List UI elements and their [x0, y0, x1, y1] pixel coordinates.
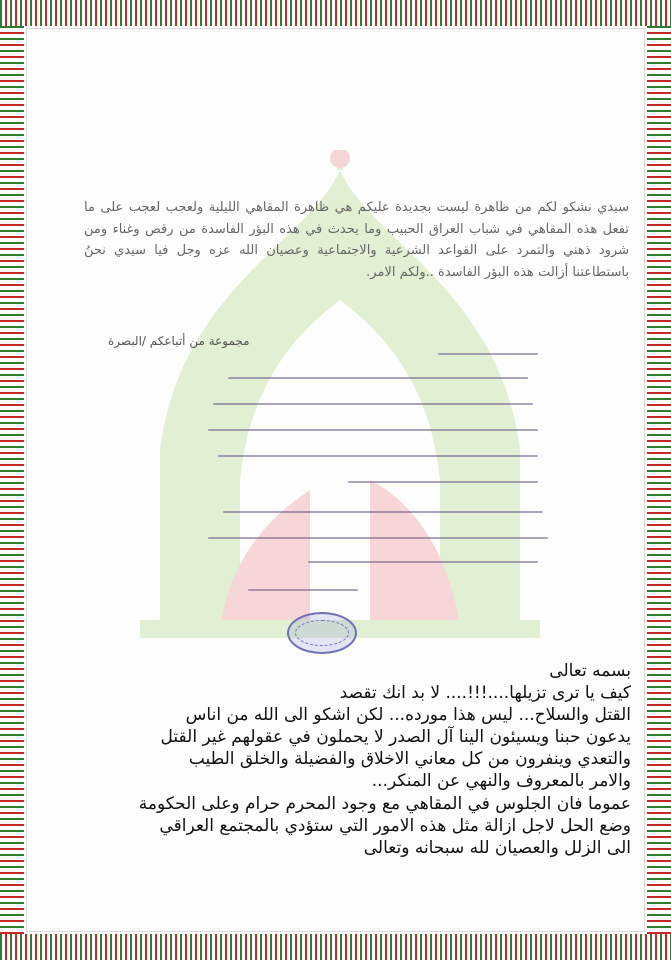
handwritten-date [248, 583, 358, 597]
transcription-line: والامر بالمعروف والنهي عن المنكر... [371, 771, 631, 791]
transcription-line: كيف يا ترى تزيلها....!!!.... لا بد انك تقصد [339, 683, 631, 703]
transcription-line: والتعدي وينفرون من كل معاني الاخلاق والفضيلة والخلق الطيب [188, 749, 631, 769]
transcription-line: يدعون حبنا ويسيئون الينا آل الصدر لا يحملون في عقولهم غير القتل [160, 727, 631, 747]
handwritten-reply [208, 345, 548, 575]
transcription-line: عموما فان الجلوس في المقاهي مع وجود المحرم حرام وعلى الحكومة [138, 794, 631, 814]
office-seal-stamp [287, 612, 357, 654]
letter-signature: مجموعة من أتباعكم /البصرة [108, 334, 250, 348]
letter-body: سيدي نشكو لكم من ظاهرة ليست بجديدة عليكم هي ظاهرة المقاهي الليلية ولعجب لعجب على ما تفعل هذه المقاهي في شباب العراق الحبيب وما يحدث في هذه البؤر الفاسدة من رقص وغناء ومن شرود ذهني والتمرد على القواعد الشرعية والاجتماعية وعصيان الله عزه وجل فيا سيدي نحنُ باستطاعتنا أزالت هذه البؤر الفاسدة ..ولكم الامر. [84, 200, 629, 280]
transcription-line: بسمه تعالى [549, 661, 631, 681]
decorative-border-right [647, 26, 671, 934]
transcription-line: وضع الحل لاجل ازالة مثل هذه الامور التي ستؤدي بالمجتمع العراقي [159, 816, 631, 836]
transcription-line: الى الزلل والعصيان لله سبحانه وتعالى [363, 838, 631, 858]
decorative-border-left [0, 26, 24, 934]
decorative-border-bottom [0, 934, 671, 960]
transcription-line: القتل والسلاح... ليس هذا مورده... لكن اشكو الى الله من اناس [185, 705, 631, 725]
decorative-border-top [0, 0, 671, 26]
